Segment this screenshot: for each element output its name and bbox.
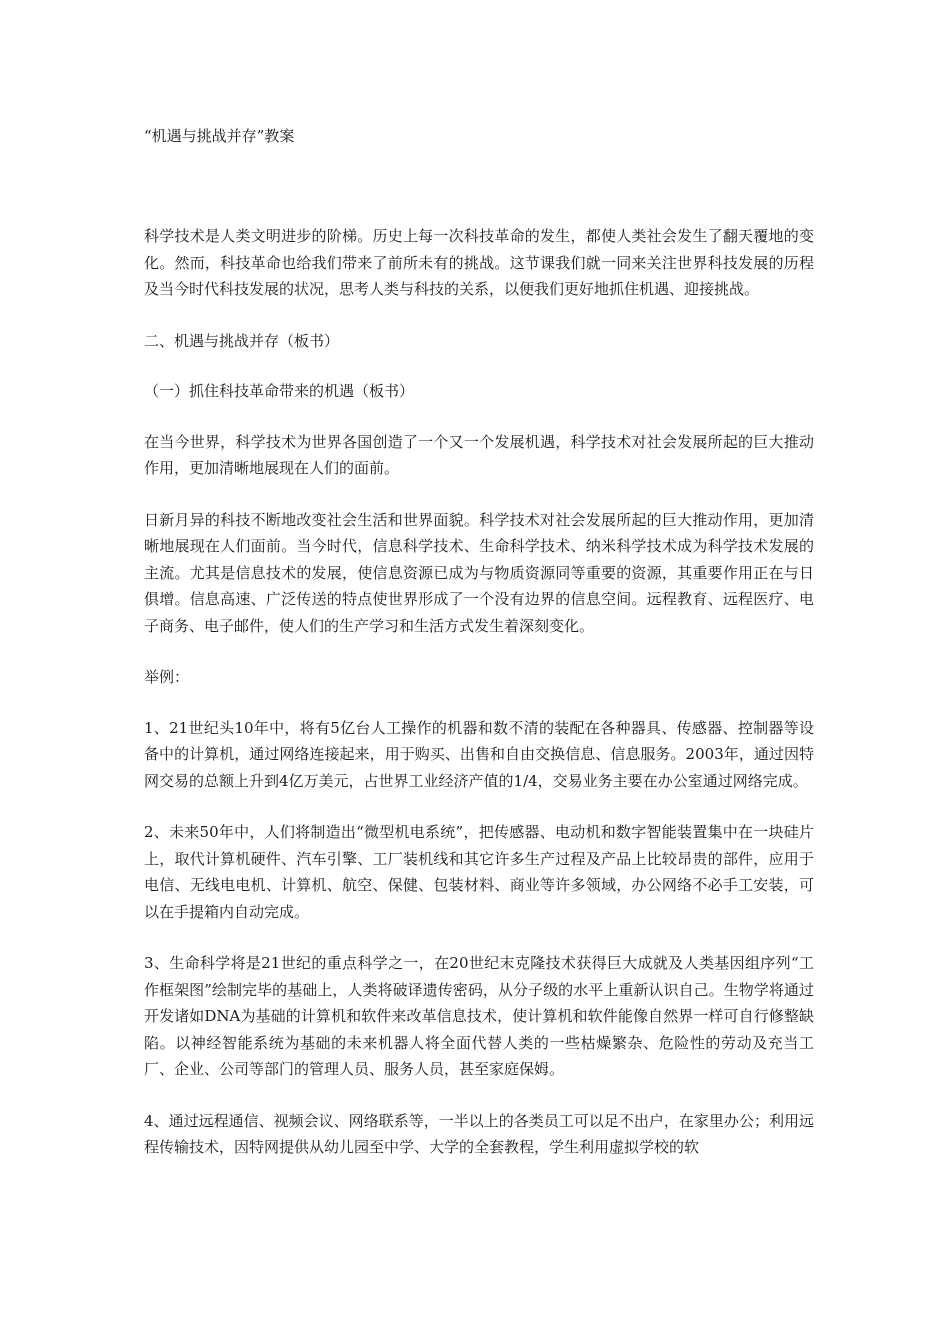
technology-paragraph: 日新月异的科技不断地改变社会生活和世界面貌。科学技术对社会发展所起的巨大推动作用，更加清晰地展现在人们面前。当今时代，信息科学技术、生命科学技术、纳米科学技术成为科学技术发展的主流。尤其是信息技术的发展，使信息资源已成为与物质资源同等重要的资源，其重要作用正在与日俱增。信息高速、广泛传送的特点使世界形成了一个没有边界的信息空间。远程教育、远程医疗、电子商务、电子邮件，使人们的生产学习和生活方式发生着深刻变化。 (144, 510, 814, 635)
example-paragraph-2: 2、未来50年中，人们将制造出“微型机电系统”，把传感器、电动机和数字智能装置集中在一块硅片上，取代计算机硬件、汽车引擎、工厂装机线和其它许多生产过程及产品上比较昂贵的部件，应用于电信、无线电电机、计算机、航空、保健、包装材料、商业等许多领域，办公网络不必手工安装，可以在手提箱内自动完成。 (144, 823, 814, 921)
intro-paragraph: 科学技术是人类文明进步的阶梯。历史上每一次科技革命的发生，都使人类社会发生了翻天覆地的变化。然而，科技革命也给我们带来了前所未有的挑战。这节课我们就一同来关注世界科技发展的历程及当今时代科技发展的状况，思考人类与科技的关系，以便我们更好地抓住机遇、迎接挑战。 (144, 227, 814, 298)
example-paragraph-1: 1、21世纪头10年中，将有5亿台人工操作的机器和数不清的装配在各种器具、传感器、控制器等设备中的计算机，通过网络连接起来，用于购买、出售和自由交换信息、信息服务。2003年，通过因特网交易的总额上升到4亿万美元，占世界工业经济产值的1/4，交易业务主要在办公室通过网络完成。 (144, 718, 814, 790)
subsection-heading: （一）抓住科技革命带来的机遇（板书） (144, 382, 415, 400)
examples-label: 举例： (144, 668, 190, 686)
document-title: “机遇与挑战并存”教案 (144, 127, 295, 145)
example-paragraph-3: 3、生命科学将是21世纪的重点科学之一，在20世纪末克隆技术获得巨大成就及人类基因组序列“工作框架图”绘制完毕的基础上，人类将破译遗传密码，从分子级的水平上重新认识自己。生物学将通过开发诸如DNA为基础的计算机和软件来改革信息技术，使计算机和软件能像自然界一样可自行修整缺陷。以神经智能系统为基础的未来机器人将全面代替人类的一些枯燥繁杂、危险性的劳动及充当工厂、企业、公司等部门的管理人员、服务人员，甚至家庭保姆。 (144, 954, 814, 1078)
section-heading: 二、机遇与挑战并存（板书） (144, 331, 340, 350)
document-body (144, 223, 814, 1186)
opportunity-paragraph: 在当今世界，科学技术为世界各国创造了一个又一个发展机遇，科学技术对社会发展所起的巨大推动作用，更加清晰地展现在人们的面前。 (144, 432, 814, 477)
example-paragraph-4: 4、通过远程通信、视频会议、网络联系等，一半以上的各类员工可以足不出户，在家里办公；利用远程传输技术，因特网提供从幼儿园至中学、大学的全套教程，学生利用虚拟学校的软 (144, 1111, 814, 1156)
